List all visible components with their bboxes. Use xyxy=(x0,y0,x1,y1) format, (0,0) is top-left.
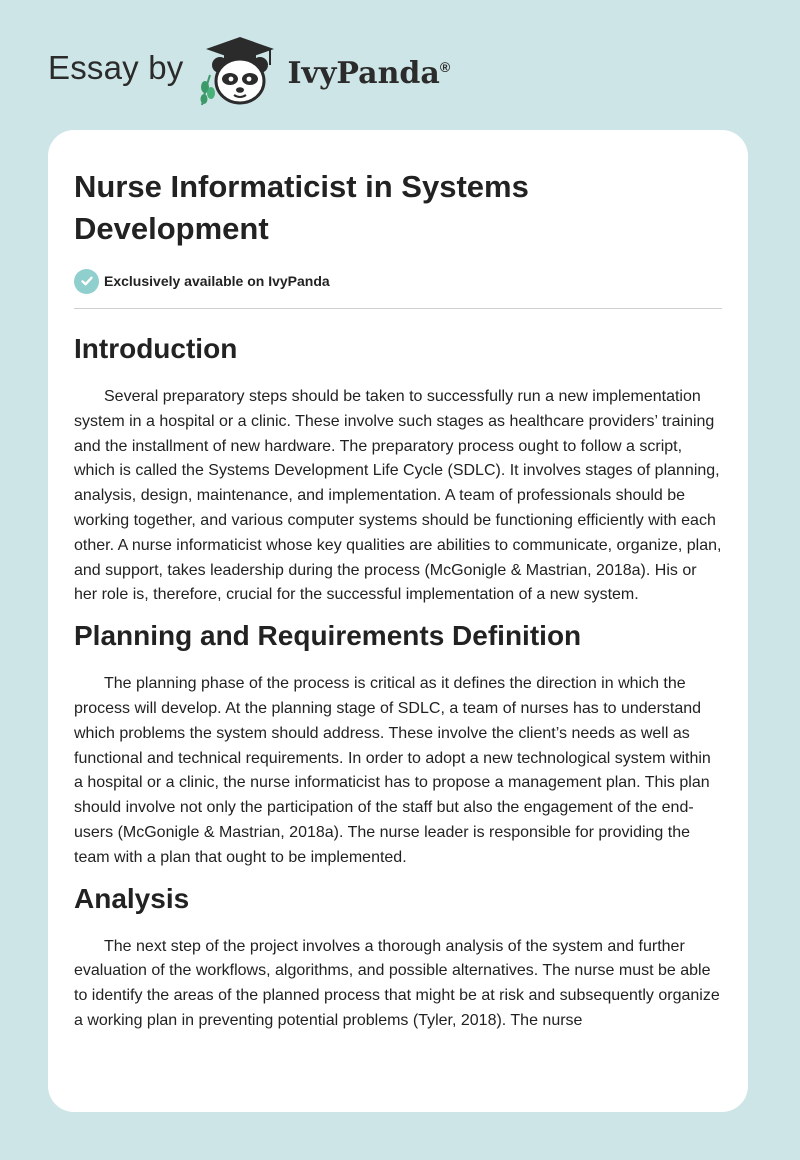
brand-prefix: Essay by xyxy=(48,49,184,86)
check-icon xyxy=(74,269,99,294)
section-paragraph: The planning phase of the process is critical as it defines the direction in which the process will develop. At the planning stage of SDLC, a team of nurses has to understand which problems the system should address. These involve the client’s needs as well as functional and technical requirements. In order to adopt a new technological system within a hospital or a clinic, the nurse informaticist has to propose a management plan. This plan should involve not only the participation of the staff but also the engagement of the end-users (McGonigle & Mastrian, 2018a). The nurse leader is responsible for providing the team with a plan that ought to be implemented. xyxy=(74,675,711,866)
essay-card xyxy=(48,130,748,1112)
site-brand[interactable] xyxy=(48,36,450,106)
exclusive-badge xyxy=(74,268,722,294)
exclusive-label: Exclusively available on IvyPanda xyxy=(104,273,330,289)
section-analysis xyxy=(74,881,722,1034)
panda-graduate-icon xyxy=(196,35,284,107)
section-heading: Analysis xyxy=(74,882,190,914)
brand-name: IvyPanda® xyxy=(287,55,451,91)
section-planning xyxy=(74,618,722,870)
section-paragraph: Several preparatory steps should be taken to successfully run a new implementation system in a hospital or a clinic. These involve such stages as healthcare providers’ training and the installment of new hardware. The preparatory process ought to follow a script, which is called the Systems Development Life Cycle (SDLC). It involves stages of planning, analysis, design, maintenance, and implementation. A team of professionals should be working together, and various computer systems should be functioning efficiently with each other. A nurse informaticist whose key qualities are abilities to communicate, organize, plan, and support, takes leadership during the process (McGonigle & Mastrian, 2018a). His or her role is, therefore, crucial for the successful implementation of a new system. xyxy=(74,388,722,604)
page-title: Nurse Informaticist in Systems Development xyxy=(74,169,529,246)
section-paragraph: The next step of the project involves a thorough analysis of the system and further evaluation of the workflows, algorithms, and possible alternatives. The nurse must be able to identify the areas of the planned process that might be at risk and subsequently organize a working plan in preventing potential problems (Tyler, 2018). The nurse xyxy=(74,937,720,1029)
section-introduction xyxy=(74,331,722,608)
section-heading: Introduction xyxy=(74,333,238,364)
divider xyxy=(74,308,722,309)
section-heading: Planning and Requirements Definition xyxy=(74,620,582,652)
